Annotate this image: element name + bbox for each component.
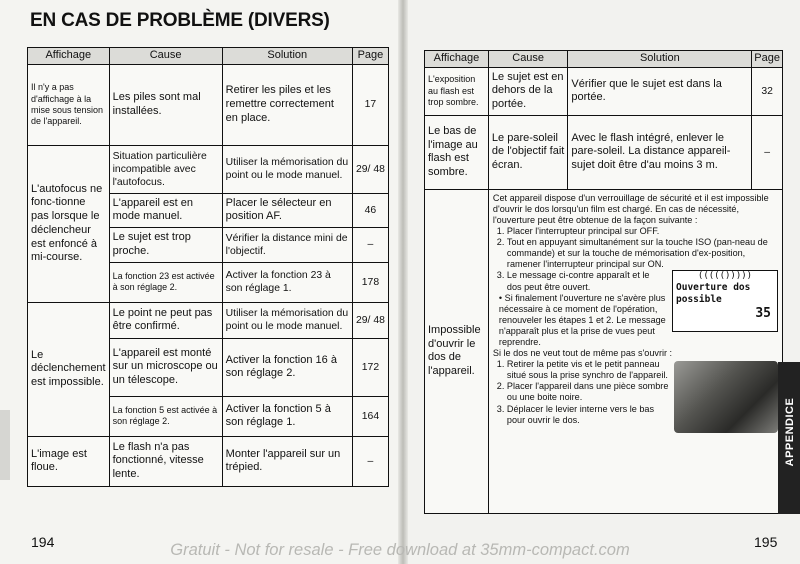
header-symptom: Affichage	[425, 51, 489, 68]
table-row	[425, 115, 783, 189]
header-cause: Cause	[109, 48, 222, 65]
header-page: Page	[352, 48, 388, 65]
table-header-row	[425, 51, 783, 68]
book-gutter	[398, 0, 408, 564]
procedure-step-text: Le message ci-contre apparaît et le dos peut être ouvert.	[506, 270, 650, 292]
solution-cell: Vérifier que le sujet est dans la portée.	[568, 67, 752, 115]
procedure-step: 1. Placer l'interrupteur principal sur OFF.	[507, 226, 778, 237]
cause-cell: Le sujet est en dehors de la portée.	[488, 67, 567, 115]
symptom-cell: Il n'y a pas d'affichage à la mise sous tension de l'appareil.	[28, 64, 110, 145]
solution-cell: Vérifier la distance mini de l'objectif.	[222, 227, 352, 262]
lcd-message: Ouverture dos possible	[676, 282, 751, 305]
page-ref-cell: 164	[352, 396, 388, 436]
symptom-cell: L'image est floue.	[28, 436, 110, 486]
procedure-intro-2: Si le dos ne veut tout de même pas s'ouvrir :	[492, 348, 673, 359]
troubleshooting-table-right	[424, 50, 783, 514]
header-cause: Cause	[488, 51, 567, 68]
page-ref-cell: 29/ 48	[352, 145, 388, 193]
lcd-frame-count: 35	[755, 305, 771, 321]
cause-cell: Les piles sont mal installées.	[109, 64, 222, 145]
table-row	[28, 64, 389, 145]
table-row	[425, 189, 783, 513]
cause-cell: L'appareil est monté sur un microscope ou un télescope.	[109, 338, 222, 396]
page-ref-cell: 172	[352, 338, 388, 396]
appendix-tab	[778, 362, 800, 514]
cause-cell: Le pare-soleil de l'objectif fait écran.	[488, 115, 567, 189]
page-number-right: 195	[754, 534, 778, 550]
symptom-cell: Le bas de l'image au flash est sombre.	[425, 115, 489, 189]
header-symptom: Affichage	[28, 48, 110, 65]
lcd-indicator: 3. ((((()))))	[697, 271, 753, 282]
procedure-step: 2. Tout en appuyant simultanément sur la touche ISO (pan-neau de commande) et sur la touche de mémorisation d'ex-position, ramener l'interrupteur principal sur ON.	[507, 237, 778, 270]
page-ref-cell: 17	[352, 64, 388, 145]
symptom-cell: L'autofocus ne fonc-tionne pas lorsque le déclencheur est enfoncé à mi-course.	[28, 145, 110, 302]
page-ref-cell: 178	[352, 262, 388, 302]
left-edge-tab	[0, 410, 10, 480]
solution-cell: Placer le sélecteur en position AF.	[222, 193, 352, 227]
procedure-bullet: • Si finalement l'ouverture ne s'avère plus nécessaire à ce moment de l'opération, renouveler les étapes 1 et 2. Le message n'apparaît plus et la prise de vues peut reprendre.	[498, 292, 666, 347]
solution-cell: Retirer les piles et les remettre correctement en place.	[222, 64, 352, 145]
cause-cell: Le point ne peut pas être confirmé.	[109, 302, 222, 338]
appendix-tab-label: APPENDICE	[784, 397, 796, 467]
table-header-row	[28, 48, 389, 65]
procedure-intro: Cet appareil dispose d'un verrouillage de sécurité et il est impossible d'ouvrir le dos lorsqu'un film est chargé. En cas de nécessité, l'ouverture peut être obtenue de la façon suivante :	[492, 192, 769, 225]
solution-cell: Utiliser la mémorisation du point ou le mode manuel.	[222, 302, 352, 338]
procedure-bullet-text: Si finalement l'ouverture ne s'avère plus nécessaire à ce moment de l'opération, renouveler les étapes 1 et 2. Le message n'apparaît plus et la prise de vues peut reprendre.	[498, 292, 666, 347]
symptom-cell: L'exposition au flash est trop sombre.	[425, 67, 489, 115]
page-ref-cell: –	[352, 227, 388, 262]
lcd-panel	[672, 270, 778, 332]
page-ref-cell: 46	[352, 193, 388, 227]
page-number-left: 194	[31, 534, 55, 550]
camera-illustration	[674, 361, 778, 433]
cause-cell: Le sujet est trop proche.	[109, 227, 222, 262]
page-ref-cell: 32	[752, 67, 783, 115]
table-row	[28, 302, 389, 338]
procedure-step: 1. Retirer la petite vis et le petit panneau situé sous la prise synchro de l'appareil.	[507, 359, 778, 381]
page-ref-cell: –	[352, 436, 388, 486]
solution-cell: Monter l'appareil sur un trépied.	[222, 436, 352, 486]
troubleshooting-table-left	[27, 47, 389, 487]
solution-cell: Avec le flash intégré, enlever le pare-soleil. La distance appareil-sujet doit être d'au moins 3 m.	[568, 115, 752, 189]
header-page: Page	[752, 51, 783, 68]
cause-cell: La fonction 5 est activée à son réglage 2.	[109, 396, 222, 436]
solution-cell: Activer la fonction 16 à son réglage 2.	[222, 338, 352, 396]
cause-cell: Le flash n'a pas fonctionné, vitesse lente.	[109, 436, 222, 486]
procedure-step: 3. Déplacer le levier interne vers le bas pour ouvrir le dos.	[507, 404, 778, 426]
page-ref-cell: –	[752, 115, 783, 189]
cause-cell: L'appareil est en mode manuel.	[109, 193, 222, 227]
page-title: EN CAS DE PROBLÈME (DIVERS)	[30, 10, 330, 31]
header-solution: Solution	[568, 51, 752, 68]
cause-cell: La fonction 23 est activée à son réglage 2.	[109, 262, 222, 302]
header-solution: Solution	[222, 48, 352, 65]
solution-cell: Activer la fonction 5 à son réglage 1.	[222, 396, 352, 436]
watermark-footer: Gratuit - Not for resale - Free download at 35mm-compact.com	[170, 541, 630, 559]
symptom-cell: Impossible d'ouvrir le dos de l'appareil.	[425, 189, 489, 513]
cause-cell: Situation particulière incompatible avec l'autofocus.	[109, 145, 222, 193]
table-row	[28, 145, 389, 193]
procedure-cell	[488, 189, 782, 513]
procedure-step: 2. Placer l'appareil dans une pièce sombre ou une boite noire.	[507, 381, 778, 403]
solution-cell: Utiliser la mémorisation du point ou le mode manuel.	[222, 145, 352, 193]
page-ref-cell: 29/ 48	[352, 302, 388, 338]
table-row	[28, 436, 389, 486]
solution-cell: Activer la fonction 23 à son réglage 1.	[222, 262, 352, 302]
symptom-cell: Le déclenchement est impossible.	[28, 302, 110, 436]
table-row	[425, 67, 783, 115]
